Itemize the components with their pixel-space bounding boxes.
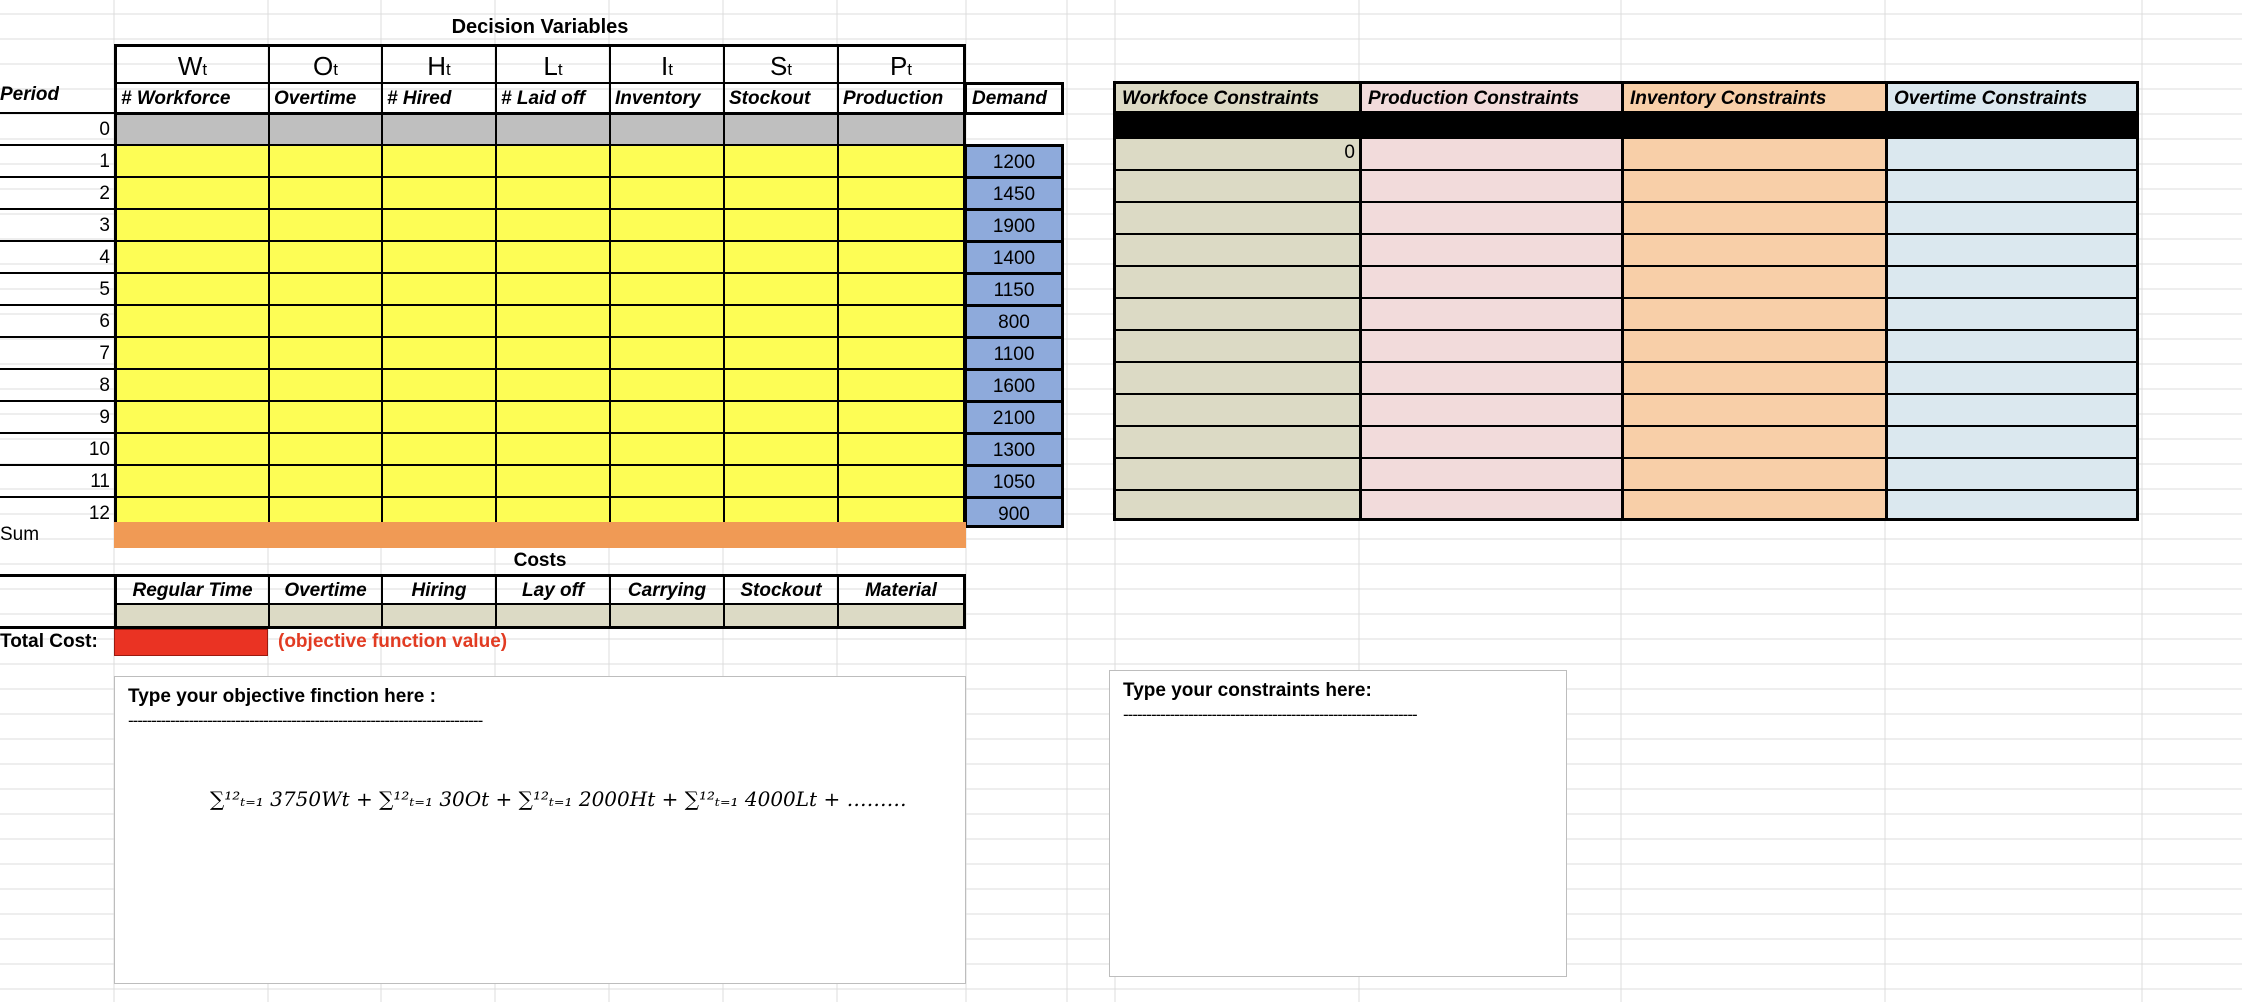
- decision-variable-cell[interactable]: [609, 208, 723, 240]
- workforce-constraint-value: 0: [1344, 142, 1355, 163]
- demand-cell: 2100: [964, 400, 1064, 432]
- objective-function-note: (objective function value): [278, 631, 508, 652]
- decision-variable-cell[interactable]: [723, 176, 837, 208]
- cost-input-cell[interactable]: [268, 603, 381, 629]
- period-label: Period: [0, 84, 60, 105]
- constraint-cell[interactable]: [1359, 297, 1621, 329]
- total-cost-cell[interactable]: [114, 629, 268, 656]
- decision-variable-cell[interactable]: [114, 176, 268, 208]
- decision-variable-cell[interactable]: [381, 240, 495, 272]
- decision-variable-cell[interactable]: [381, 464, 495, 496]
- period-zero-cell[interactable]: [495, 112, 609, 144]
- constraints-black-bar: [1113, 111, 2139, 137]
- constraint-cell[interactable]: [1885, 425, 2139, 457]
- column-symbol-h: [381, 44, 495, 84]
- column-header-5: Inventory: [609, 82, 723, 112]
- constraint-cell[interactable]: [1113, 137, 1359, 169]
- decision-variable-cell[interactable]: [381, 272, 495, 304]
- cost-header-6: Stockout: [723, 574, 837, 603]
- decision-variable-cell[interactable]: [723, 240, 837, 272]
- decision-variable-cell[interactable]: [381, 144, 495, 176]
- cost-header-5: Carrying: [609, 574, 723, 603]
- constraint-cell[interactable]: [1113, 265, 1359, 297]
- period-number: 7: [0, 336, 114, 368]
- period-zero-cell[interactable]: [723, 112, 837, 144]
- constraint-cell[interactable]: [1113, 233, 1359, 265]
- constraint-cell[interactable]: [1885, 329, 2139, 361]
- period-number: 1: [0, 144, 114, 176]
- decision-variable-cell[interactable]: [114, 336, 268, 368]
- total-cost-label: Total Cost:: [0, 631, 98, 652]
- decision-variable-cell[interactable]: [495, 272, 609, 304]
- constraint-cell[interactable]: [1113, 425, 1359, 457]
- constraint-cell[interactable]: [1359, 489, 1621, 521]
- constraint-cell[interactable]: [1359, 329, 1621, 361]
- period-zero-cell[interactable]: [114, 112, 268, 144]
- decision-variable-cell[interactable]: [495, 432, 609, 464]
- decision-variable-cell[interactable]: [495, 464, 609, 496]
- column-symbol-subscript: t: [446, 60, 451, 79]
- constraint-cell[interactable]: [1359, 457, 1621, 489]
- demand-cell: 800: [964, 304, 1064, 336]
- constraint-cell[interactable]: [1621, 425, 1885, 457]
- column-header-6: Stockout: [723, 82, 837, 112]
- constraint-cell[interactable]: [1885, 297, 2139, 329]
- constraint-cell[interactable]: [1885, 233, 2139, 265]
- decision-variable-cell[interactable]: [381, 368, 495, 400]
- decision-variable-cell[interactable]: [114, 272, 268, 304]
- decision-variable-cell[interactable]: [837, 240, 966, 272]
- period-number: 3: [0, 208, 114, 240]
- objective-box-title: Type your objective finction here :: [128, 686, 436, 707]
- costs-label-column: [0, 574, 114, 629]
- decision-variable-cell[interactable]: [114, 144, 268, 176]
- decision-variable-cell[interactable]: [837, 208, 966, 240]
- decision-variable-cell[interactable]: [837, 304, 966, 336]
- constraint-cell[interactable]: [1359, 233, 1621, 265]
- decision-variable-cell[interactable]: [268, 240, 381, 272]
- column-header-4: # Laid off: [495, 82, 609, 112]
- decision-variable-cell[interactable]: [837, 400, 966, 432]
- decision-variable-cell[interactable]: [495, 176, 609, 208]
- decision-variable-cell[interactable]: [381, 304, 495, 336]
- decision-variable-cell[interactable]: [609, 144, 723, 176]
- constraint-cell[interactable]: [1359, 361, 1621, 393]
- decision-variable-cell[interactable]: [837, 176, 966, 208]
- demand-cell: 1050: [964, 464, 1064, 496]
- column-symbol-subscript: t: [907, 60, 913, 79]
- column-header-7: Production: [837, 82, 966, 112]
- period-number: 11: [0, 464, 114, 496]
- constraint-cell[interactable]: [1359, 393, 1621, 425]
- decision-variable-cell[interactable]: [381, 400, 495, 432]
- constraint-cell[interactable]: [1113, 169, 1359, 201]
- column-symbol-w: [114, 44, 268, 84]
- constraint-cell[interactable]: [1885, 137, 2139, 169]
- decision-variable-cell[interactable]: [723, 304, 837, 336]
- constraints-box-dashes: ---------------------------------------------------------------: [1123, 705, 1417, 724]
- demand-cell: 1100: [964, 336, 1064, 368]
- decision-variable-cell[interactable]: [723, 368, 837, 400]
- decision-variable-cell[interactable]: [609, 464, 723, 496]
- decision-variables-title: Decision Variables: [451, 16, 629, 38]
- constraint-cell[interactable]: [1621, 137, 1885, 169]
- constraint-cell[interactable]: [1621, 297, 1885, 329]
- column-symbol-letter: I: [661, 51, 669, 81]
- constraint-cell[interactable]: [1621, 393, 1885, 425]
- constraint-cell[interactable]: [1885, 457, 2139, 489]
- decision-variable-cell[interactable]: [268, 400, 381, 432]
- constraint-cell[interactable]: [1621, 329, 1885, 361]
- decision-variable-cell[interactable]: [495, 240, 609, 272]
- period-number: 0: [0, 112, 114, 144]
- sum-bar[interactable]: [114, 522, 966, 548]
- cost-header-1: Regular Time: [114, 574, 268, 603]
- objective-formula: ∑¹²ₜ₌₁ 3750Wt + ∑¹²ₜ₌₁ 30Ot + ∑¹²ₜ₌₁ 2000Ht + ∑¹²ₜ₌₁ 4000Lt + ………: [210, 787, 907, 811]
- constraints-header-4: Overtime Constraints: [1885, 81, 2139, 111]
- constraint-cell[interactable]: [1885, 265, 2139, 297]
- constraints-header-2: Production Constraints: [1359, 81, 1621, 111]
- column-symbol-p: [837, 44, 966, 84]
- decision-variable-cell[interactable]: [114, 240, 268, 272]
- period-number: 10: [0, 432, 114, 464]
- cost-input-cell[interactable]: [723, 603, 837, 629]
- cost-header-7: Material: [837, 574, 966, 603]
- objective-box-dashes: ----------------------------------------------------------------------------: [128, 711, 483, 730]
- column-symbol-subscript: t: [668, 60, 673, 79]
- constraint-cell[interactable]: [1885, 489, 2139, 521]
- decision-variable-cell[interactable]: [837, 368, 966, 400]
- period-number: 9: [0, 400, 114, 432]
- column-symbol-subscript: t: [333, 60, 338, 79]
- constraint-cell[interactable]: [1885, 169, 2139, 201]
- column-symbol-letter: O: [313, 51, 334, 81]
- constraint-cell[interactable]: [1359, 169, 1621, 201]
- constraint-cell[interactable]: [1885, 361, 2139, 393]
- cost-header-2: Overtime: [268, 574, 381, 603]
- decision-variable-cell[interactable]: [837, 272, 966, 304]
- decision-variable-cell[interactable]: [609, 240, 723, 272]
- cost-input-cell[interactable]: [609, 603, 723, 629]
- column-symbol-letter: L: [543, 51, 558, 81]
- constraint-cell[interactable]: [1359, 425, 1621, 457]
- constraint-cell[interactable]: [1113, 297, 1359, 329]
- objective-function-box[interactable]: [114, 676, 966, 984]
- cost-header-3: Hiring: [381, 574, 495, 603]
- demand-cell: 1450: [964, 176, 1064, 208]
- decision-variable-cell[interactable]: [723, 144, 837, 176]
- decision-variable-cell[interactable]: [268, 304, 381, 336]
- decision-variable-cell[interactable]: [114, 368, 268, 400]
- decision-variable-cell[interactable]: [723, 336, 837, 368]
- cost-input-cell[interactable]: [837, 603, 966, 629]
- decision-variable-cell[interactable]: [837, 432, 966, 464]
- demand-cell: 900: [964, 496, 1064, 528]
- column-header-3: # Hired: [381, 82, 495, 112]
- constraint-cell[interactable]: [1113, 201, 1359, 233]
- period-number: 5: [0, 272, 114, 304]
- constraints-box-title: Type your constraints here:: [1123, 680, 1372, 701]
- decision-variable-cell[interactable]: [609, 272, 723, 304]
- decision-variable-cell[interactable]: [268, 208, 381, 240]
- decision-variable-cell[interactable]: [723, 432, 837, 464]
- period-number: 8: [0, 368, 114, 400]
- column-symbol-subscript: t: [557, 60, 563, 79]
- decision-variable-cell[interactable]: [114, 432, 268, 464]
- decision-variable-cell[interactable]: [381, 208, 495, 240]
- decision-variable-cell[interactable]: [114, 208, 268, 240]
- decision-variable-cell[interactable]: [609, 432, 723, 464]
- constraints-header-3: Inventory Constraints: [1621, 81, 1885, 111]
- constraint-cell[interactable]: [1113, 329, 1359, 361]
- decision-variable-cell[interactable]: [609, 176, 723, 208]
- column-symbol-letter: P: [889, 51, 908, 81]
- decision-variable-cell[interactable]: [268, 144, 381, 176]
- constraint-cell[interactable]: [1621, 233, 1885, 265]
- decision-variable-cell[interactable]: [495, 208, 609, 240]
- column-symbol-letter: S: [769, 51, 788, 81]
- decision-variable-cell[interactable]: [609, 336, 723, 368]
- decision-variable-cell[interactable]: [723, 272, 837, 304]
- decision-variable-cell[interactable]: [268, 272, 381, 304]
- cost-header-4: Lay off: [495, 574, 609, 603]
- period-zero-cell[interactable]: [837, 112, 966, 144]
- constraint-cell[interactable]: [1113, 457, 1359, 489]
- constraint-cell[interactable]: [1359, 137, 1621, 169]
- decision-variable-cell[interactable]: [837, 464, 966, 496]
- period-number: 2: [0, 176, 114, 208]
- constraint-cell[interactable]: [1359, 265, 1621, 297]
- column-symbol-o: [268, 44, 381, 84]
- cost-input-cell[interactable]: [114, 603, 268, 629]
- decision-variable-cell[interactable]: [837, 336, 966, 368]
- decision-variable-cell[interactable]: [268, 432, 381, 464]
- decision-variable-cell[interactable]: [495, 144, 609, 176]
- constraints-header-1: Workfoce Constraints: [1113, 81, 1359, 111]
- column-header-1: # Workforce: [114, 82, 268, 112]
- decision-variable-cell[interactable]: [609, 368, 723, 400]
- period-zero-cell[interactable]: [381, 112, 495, 144]
- column-symbol-i: [609, 44, 723, 84]
- decision-variable-cell[interactable]: [723, 208, 837, 240]
- decision-variable-cell[interactable]: [381, 336, 495, 368]
- decision-variable-cell[interactable]: [609, 400, 723, 432]
- decision-variable-cell[interactable]: [268, 176, 381, 208]
- demand-cell: 1600: [964, 368, 1064, 400]
- costs-title: Costs: [513, 550, 567, 571]
- demand-cell: 1200: [964, 144, 1064, 176]
- demand-cell: 1150: [964, 272, 1064, 304]
- decision-variable-cell[interactable]: [114, 304, 268, 336]
- constraint-cell[interactable]: [1359, 201, 1621, 233]
- column-header-2: Overtime: [268, 82, 381, 112]
- decision-variable-cell[interactable]: [114, 464, 268, 496]
- column-symbol-letter: W: [177, 51, 203, 81]
- cost-input-cell[interactable]: [381, 603, 495, 629]
- decision-variable-cell[interactable]: [495, 400, 609, 432]
- demand-header: Demand: [964, 82, 1064, 112]
- period-number: 4: [0, 240, 114, 272]
- constraint-cell[interactable]: [1113, 393, 1359, 425]
- constraint-cell[interactable]: [1621, 361, 1885, 393]
- period-zero-cell[interactable]: [609, 112, 723, 144]
- decision-variable-cell[interactable]: [268, 368, 381, 400]
- decision-variable-cell[interactable]: [837, 144, 966, 176]
- constraint-cell[interactable]: [1621, 265, 1885, 297]
- sum-label: Sum: [0, 524, 40, 545]
- column-symbol-l: [495, 44, 609, 84]
- period-number: 12: [0, 496, 114, 528]
- demand-cell: 1900: [964, 208, 1064, 240]
- period-number: 6: [0, 304, 114, 336]
- decision-variable-cell[interactable]: [114, 400, 268, 432]
- constraint-cell[interactable]: [1621, 457, 1885, 489]
- decision-variable-cell[interactable]: [381, 176, 495, 208]
- decision-variable-cell[interactable]: [723, 464, 837, 496]
- demand-cell: [964, 112, 1064, 144]
- constraints-text-box[interactable]: [1109, 670, 1567, 977]
- decision-variable-cell[interactable]: [268, 336, 381, 368]
- column-symbol-s: [723, 44, 837, 84]
- decision-variable-cell[interactable]: [723, 400, 837, 432]
- demand-cell: 1400: [964, 240, 1064, 272]
- constraint-cell[interactable]: [1621, 169, 1885, 201]
- constraint-cell[interactable]: [1113, 361, 1359, 393]
- demand-cell: 1300: [964, 432, 1064, 464]
- cost-input-cell[interactable]: [495, 603, 609, 629]
- decision-variable-cell[interactable]: [495, 368, 609, 400]
- constraint-cell[interactable]: [1885, 201, 2139, 233]
- column-symbol-subscript: t: [202, 60, 208, 79]
- constraint-cell[interactable]: [1885, 393, 2139, 425]
- constraint-cell[interactable]: [1113, 489, 1359, 521]
- constraint-cell[interactable]: [1621, 201, 1885, 233]
- decision-variable-cell[interactable]: [609, 304, 723, 336]
- column-symbol-subscript: t: [787, 60, 793, 79]
- decision-variable-cell[interactable]: [495, 336, 609, 368]
- decision-variable-cell[interactable]: [268, 464, 381, 496]
- decision-variable-cell[interactable]: [495, 304, 609, 336]
- column-symbol-letter: H: [427, 51, 447, 81]
- period-zero-cell[interactable]: [268, 112, 381, 144]
- constraint-cell[interactable]: [1621, 489, 1885, 521]
- decision-variable-cell[interactable]: [381, 432, 495, 464]
